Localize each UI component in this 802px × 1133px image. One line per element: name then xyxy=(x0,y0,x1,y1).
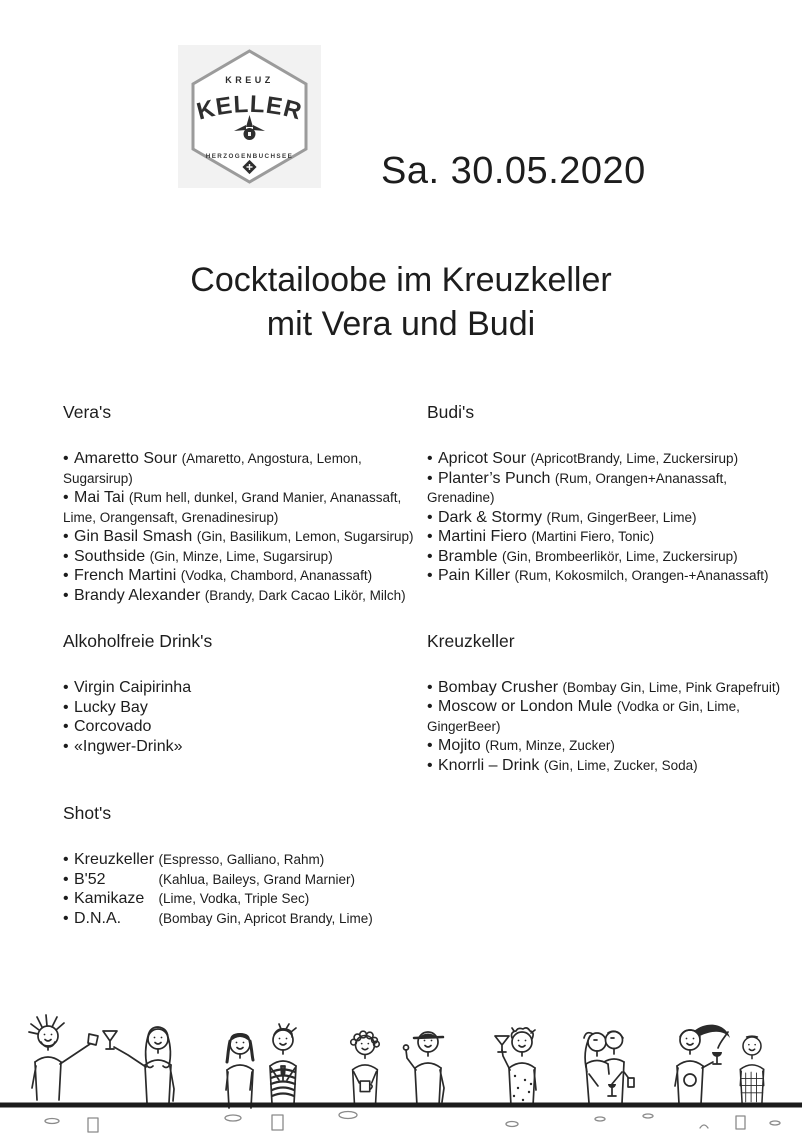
drink-ingredients: (Rum, Orangen+Ananassaft, Grenadine) xyxy=(427,470,728,505)
drink-name: Planter’s Punch xyxy=(438,469,551,487)
menu-item xyxy=(63,547,433,567)
logo-name: KELLER xyxy=(193,90,306,126)
drink-name: Mojito xyxy=(438,737,481,754)
menu-item xyxy=(427,678,793,698)
drink-ingredients: (Lime, Vodka, Triple Sec) xyxy=(158,891,310,906)
bullet: • xyxy=(63,870,69,888)
bullet: • xyxy=(63,547,69,565)
logo-top-word: KREUZ xyxy=(225,75,274,85)
drink-name: D.N.A. xyxy=(74,909,122,927)
menu-item xyxy=(427,697,793,736)
bullet: • xyxy=(427,756,433,774)
drink-ingredients: (Gin, Lime, Zucker, Soda) xyxy=(543,757,698,773)
drink-ingredients: (Bombay Gin, Apricot Brandy, Lime) xyxy=(158,910,373,926)
menu-item xyxy=(427,756,793,776)
person-figure xyxy=(29,1015,98,1100)
drink-name: French Martini xyxy=(74,567,177,584)
person-figure-couple xyxy=(584,1031,634,1103)
drink-ingredients: (Amaretto, Angostura, Lemon, Sugarsirup) xyxy=(63,451,362,486)
drink-name: Kamikaze xyxy=(74,890,145,907)
section-veras xyxy=(63,402,433,605)
drink-name: Mai Tai xyxy=(74,489,125,506)
drink-name: Kreuzkeller xyxy=(74,851,155,868)
section-heading: Alkoholfreie Drink's xyxy=(63,631,213,651)
person-figure xyxy=(740,1036,763,1104)
person-figure xyxy=(675,1025,730,1104)
drink-name: Lucky Bay xyxy=(74,698,148,716)
section-heading: Shot's xyxy=(63,803,112,823)
section-heading: Kreuzkeller xyxy=(427,630,515,651)
bullet: • xyxy=(427,450,433,467)
kreuzkeller-logo xyxy=(178,45,321,188)
bullet: • xyxy=(427,469,433,487)
page-title-line2: mit Vera und Budi xyxy=(266,305,536,343)
menu-item xyxy=(63,527,433,547)
menu-item xyxy=(63,678,433,698)
menu-item xyxy=(63,870,433,890)
section-shots xyxy=(63,803,433,928)
menu-item xyxy=(427,566,793,586)
bullet: • xyxy=(427,698,433,715)
drink-name: Apricot Sour xyxy=(438,450,527,467)
drink-name: Bombay Crusher xyxy=(438,678,559,696)
page-title-line1: Cocktailoobe im Kreuzkeller xyxy=(190,261,612,299)
logo-city: HERZOGENBUCHSEE xyxy=(205,153,294,160)
drink-name: Gin Basil Smash xyxy=(74,528,193,545)
menu-item xyxy=(63,449,433,488)
bullet: • xyxy=(427,528,433,545)
menu-item xyxy=(63,586,433,606)
menu-column-left xyxy=(63,402,433,928)
menu-item xyxy=(63,717,433,737)
person-figure xyxy=(404,1032,445,1106)
drink-ingredients: (Rum hell, dunkel, Grand Manier, Ananassaft, Lime, Orangensaft, Grenadinesirup) xyxy=(63,490,402,525)
menu-item xyxy=(427,449,793,469)
drink-ingredients: (Brandy, Dark Cacao Likör, Milch) xyxy=(204,587,406,603)
drink-ingredients: (Gin, Brombeerlikör, Lime, Zuckersirup) xyxy=(502,548,738,564)
person-figure xyxy=(351,1031,380,1106)
drink-name: Virgin Caipirinha xyxy=(74,679,192,696)
section-heading: Budi's xyxy=(427,402,475,422)
section-budis xyxy=(427,402,793,586)
menu-item xyxy=(427,469,793,508)
person-figure xyxy=(226,1033,253,1108)
bullet: • xyxy=(63,737,69,755)
drink-name: Amaretto Sour xyxy=(74,450,178,467)
menu-item xyxy=(63,850,433,870)
drink-ingredients: (Gin, Minze, Lime, Sugarsirup) xyxy=(149,548,333,564)
drink-name: «Ingwer-Drink» xyxy=(74,737,183,755)
menu-item xyxy=(63,737,433,757)
menu-item xyxy=(63,566,433,586)
drink-name: Knorrli – Drink xyxy=(438,756,540,774)
section-kreuzkeller xyxy=(427,631,793,776)
event-date: Sa. 30.05.2020 xyxy=(381,150,646,192)
drink-name: B'52 xyxy=(74,870,106,888)
bullet: • xyxy=(63,586,69,604)
bullet: • xyxy=(63,890,69,907)
party-illustration xyxy=(0,1000,802,1133)
drink-ingredients: (Gin, Basilikum, Lemon, Sugarsirup) xyxy=(196,529,414,544)
drink-ingredients: (Kahlua, Baileys, Grand Marnier) xyxy=(158,871,356,887)
drink-name: Bramble xyxy=(438,547,498,565)
drink-ingredients: (Rum, GingerBeer, Lime) xyxy=(546,509,697,525)
drink-ingredients: (Martini Fiero, Tonic) xyxy=(531,529,655,544)
bullet: • xyxy=(63,528,69,545)
bullet: • xyxy=(63,698,69,716)
logo-hexagon-icon xyxy=(178,45,321,188)
drink-name: Brandy Alexander xyxy=(74,586,201,604)
bullet: • xyxy=(63,718,69,735)
bullet: • xyxy=(63,909,69,927)
bullet: • xyxy=(427,508,433,526)
drink-ingredients: (Vodka, Chambord, Ananassaft) xyxy=(180,568,373,583)
drink-name: Corcovado xyxy=(74,718,152,735)
person-figure xyxy=(103,1027,174,1103)
bar-counter-items xyxy=(45,1112,780,1133)
bullet: • xyxy=(427,737,433,754)
menu-item xyxy=(427,736,793,756)
menu-item xyxy=(63,889,433,909)
drink-name: Pain Killer xyxy=(438,567,511,584)
menu-item xyxy=(427,527,793,547)
person-figure xyxy=(270,1024,296,1104)
drink-ingredients: (Espresso, Galliano, Rahm) xyxy=(158,852,325,867)
bullet: • xyxy=(63,489,69,506)
bullet: • xyxy=(63,567,69,584)
drink-name: Martini Fiero xyxy=(438,528,527,545)
section-alkoholfrei xyxy=(63,631,433,756)
bullet: • xyxy=(63,450,69,467)
drink-ingredients: (ApricotBrandy, Lime, Zuckersirup) xyxy=(530,451,739,466)
drink-name: Moscow or London Mule xyxy=(438,698,613,715)
drink-ingredients: (Vodka or Gin, Lime, GingerBeer) xyxy=(427,699,740,734)
bullet: • xyxy=(427,567,433,584)
bullet: • xyxy=(427,547,433,565)
drink-ingredients: (Rum, Kokosmilch, Orangen-+Ananassaft) xyxy=(514,568,769,583)
section-heading: Vera's xyxy=(63,402,112,422)
menu-item xyxy=(63,488,433,527)
menu-column-right xyxy=(427,402,793,775)
menu-item xyxy=(427,508,793,528)
menu-item xyxy=(427,547,793,567)
bullet: • xyxy=(63,851,69,868)
person-figure xyxy=(495,1028,536,1106)
drink-ingredients: (Bombay Gin, Lime, Pink Grapefruit) xyxy=(562,679,781,695)
page-title xyxy=(0,258,802,346)
drink-name: Dark & Stormy xyxy=(438,508,543,526)
drink-name: Southside xyxy=(74,547,146,565)
menu-item xyxy=(63,909,433,929)
bullet: • xyxy=(63,679,69,696)
menu-item xyxy=(63,698,433,718)
bullet: • xyxy=(427,678,433,696)
drink-ingredients: (Rum, Minze, Zucker) xyxy=(485,738,615,753)
